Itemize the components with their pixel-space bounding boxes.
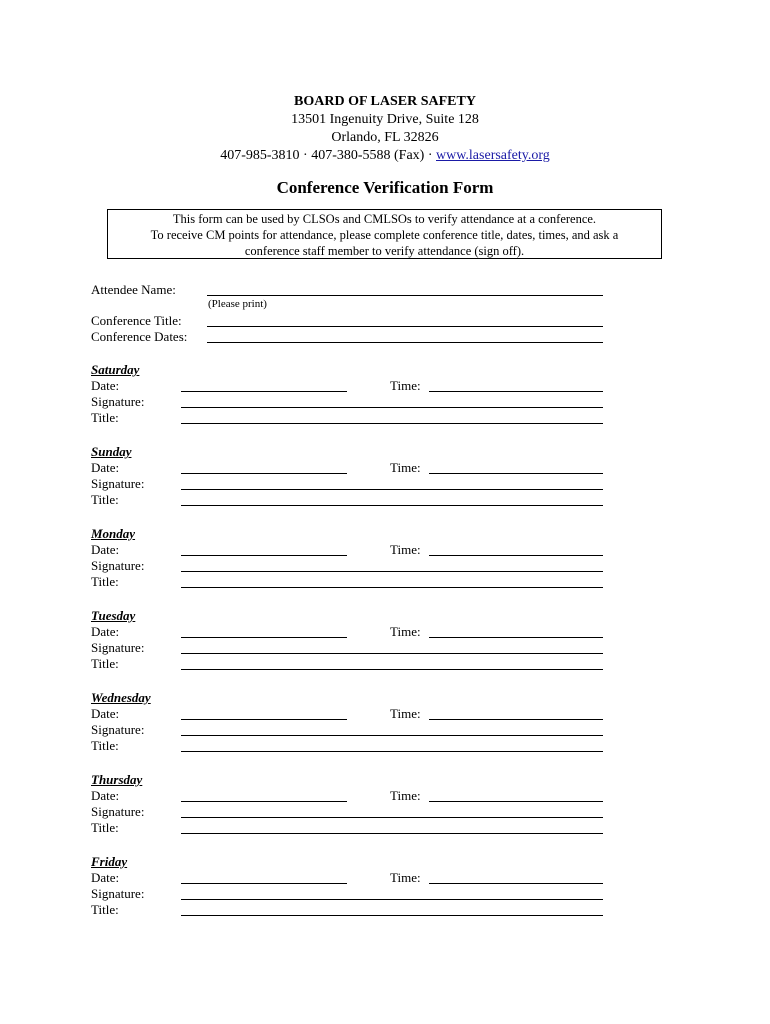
friday-date-field[interactable] [181, 883, 347, 884]
saturday-time-field[interactable] [429, 391, 603, 392]
saturday-title-field[interactable] [181, 423, 603, 424]
sunday-signature-field[interactable] [181, 489, 603, 490]
thursday-title-field[interactable] [181, 833, 603, 834]
thursday-time-field[interactable] [429, 801, 603, 802]
tuesday-time-field[interactable] [429, 637, 603, 638]
title-label: Title: [91, 738, 119, 753]
thursday-date-field[interactable] [181, 801, 347, 802]
sunday-date-field[interactable] [181, 473, 347, 474]
time-label: Time: [390, 706, 421, 721]
title-label: Title: [91, 492, 119, 507]
day-heading-sunday: Sunday [91, 444, 132, 459]
signature-label: Signature: [91, 558, 145, 573]
tuesday-signature-field[interactable] [181, 653, 603, 654]
date-label: Date: [91, 542, 120, 557]
wednesday-signature-field[interactable] [181, 735, 603, 736]
monday-date-field[interactable] [181, 555, 347, 556]
day-heading-wednesday: Wednesday [91, 690, 151, 705]
time-label: Time: [390, 870, 421, 885]
title-label: Title: [91, 820, 119, 835]
instructions-line-3: conference staff member to verify attendance (sign off). [244, 244, 525, 258]
time-label: Time: [390, 788, 421, 803]
monday-signature-field[interactable] [181, 571, 603, 572]
monday-title-field[interactable] [181, 587, 603, 588]
organization-name: BOARD OF LASER SAFETY [294, 94, 476, 109]
friday-signature-field[interactable] [181, 899, 603, 900]
sunday-time-field[interactable] [429, 473, 603, 474]
tuesday-title-field[interactable] [181, 669, 603, 670]
conference-dates-label: Conference Dates: [91, 329, 188, 344]
title-label: Title: [91, 656, 119, 671]
title-label: Title: [91, 902, 119, 917]
website-link[interactable]: www.lasersafety.org [436, 148, 550, 163]
wednesday-time-field[interactable] [429, 719, 603, 720]
wednesday-title-field[interactable] [181, 751, 603, 752]
thursday-signature-field[interactable] [181, 817, 603, 818]
date-label: Date: [91, 788, 120, 803]
instructions-box [107, 209, 662, 259]
signature-label: Signature: [91, 804, 145, 819]
attendee-name-label: Attendee Name: [91, 282, 176, 297]
day-heading-thursday: Thursday [91, 772, 143, 787]
conference-title-label: Conference Title: [91, 313, 182, 328]
friday-title-field[interactable] [181, 915, 603, 916]
contact-line [0, 147, 770, 165]
instructions-line-1: This form can be used by CLSOs and CMLSOs to verify attendance at a conference. [172, 212, 597, 226]
signature-label: Signature: [91, 886, 145, 901]
address-line-1: 13501 Ingenuity Drive, Suite 128 [291, 112, 479, 127]
address-line-2: Orlando, FL 32826 [331, 130, 439, 145]
signature-label: Signature: [91, 394, 145, 409]
sunday-title-field[interactable] [181, 505, 603, 506]
date-label: Date: [91, 706, 120, 721]
time-label: Time: [390, 378, 421, 393]
form-title: Conference Verification Form [276, 178, 494, 197]
day-heading-tuesday: Tuesday [91, 608, 136, 623]
time-label: Time: [390, 542, 421, 557]
attendee-name-field[interactable] [207, 295, 603, 296]
time-label: Time: [390, 624, 421, 639]
date-label: Date: [91, 460, 120, 475]
time-label: Time: [390, 460, 421, 475]
date-label: Date: [91, 378, 120, 393]
saturday-signature-field[interactable] [181, 407, 603, 408]
conference-dates-field[interactable] [207, 342, 603, 343]
signature-label: Signature: [91, 476, 145, 491]
day-heading-friday: Friday [91, 854, 128, 869]
monday-time-field[interactable] [429, 555, 603, 556]
day-heading-saturday: Saturday [91, 362, 140, 377]
date-label: Date: [91, 870, 120, 885]
wednesday-date-field[interactable] [181, 719, 347, 720]
tuesday-date-field[interactable] [181, 637, 347, 638]
saturday-date-field[interactable] [181, 391, 347, 392]
phone-fax: 407-985-3810 · 407-380-5588 (Fax) · [220, 148, 436, 163]
letterhead [0, 93, 770, 165]
day-heading-monday: Monday [91, 526, 136, 541]
signature-label: Signature: [91, 722, 145, 737]
title-label: Title: [91, 574, 119, 589]
print-hint: (Please print) [208, 298, 267, 310]
date-label: Date: [91, 624, 120, 639]
signature-label: Signature: [91, 640, 145, 655]
conference-title-field[interactable] [207, 326, 603, 327]
friday-time-field[interactable] [429, 883, 603, 884]
title-label: Title: [91, 410, 119, 425]
instructions-line-2: To receive CM points for attendance, please complete conference title, dates, times, and ask a [150, 228, 619, 242]
